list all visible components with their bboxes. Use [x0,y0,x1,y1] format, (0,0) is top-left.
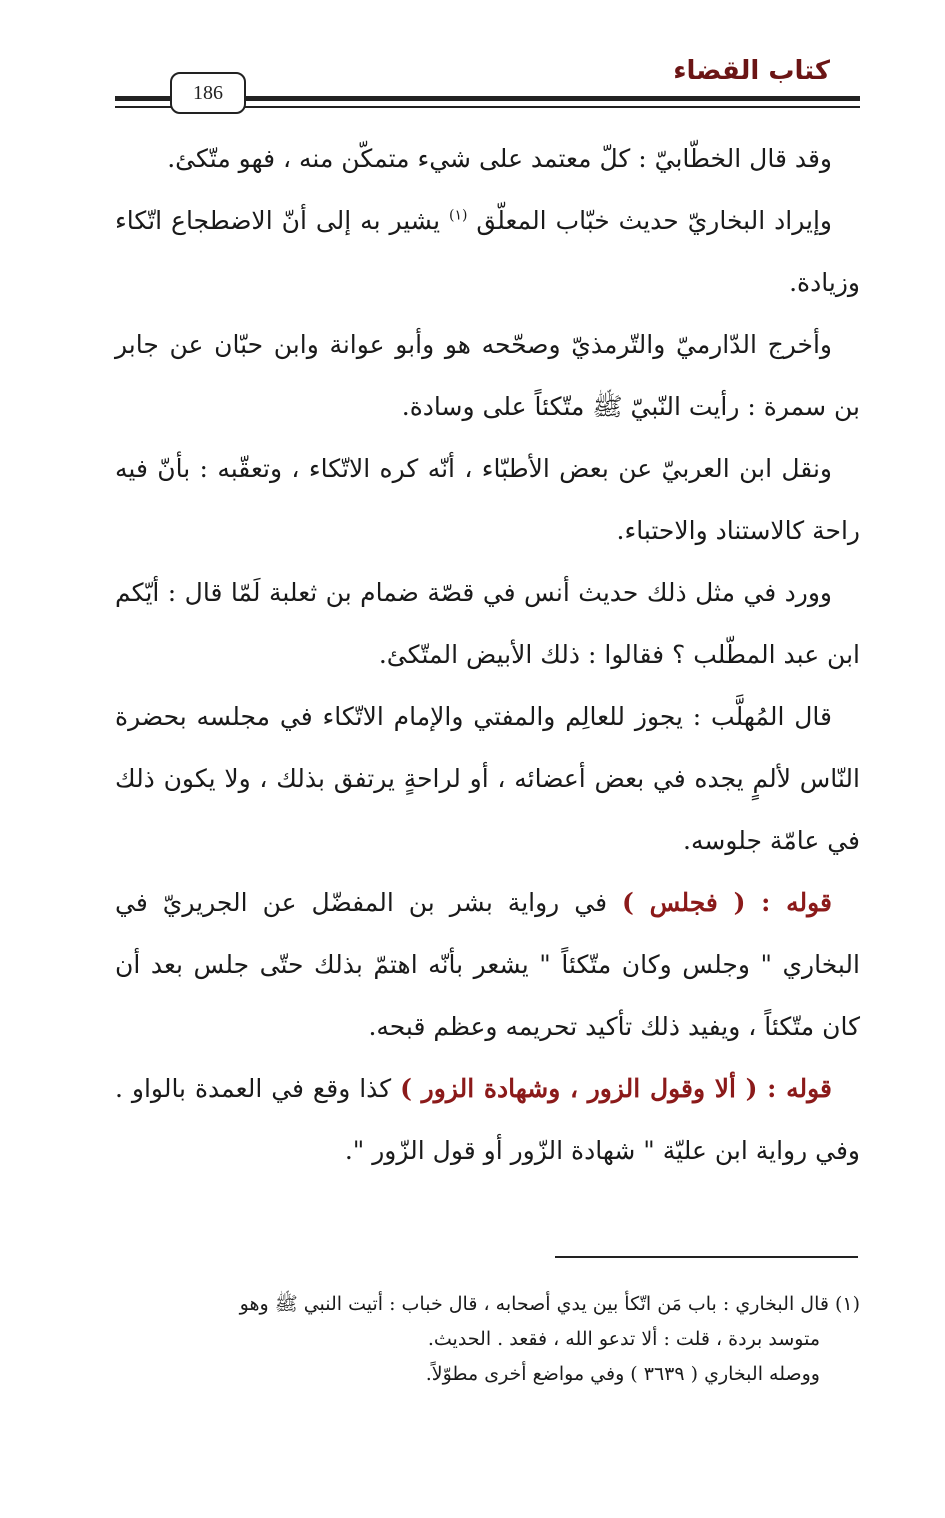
footnote-reference[interactable]: (١) [449,207,468,224]
paragraph [115,1058,860,1182]
footnote-number: (١) [834,1293,860,1315]
paragraph-text: وقد قال الخطّابيّ : كلّ معتمد على شيء متمكّن منه ، فهو متّكئ. [167,144,832,173]
footnote-text: متوسد بردة ، قلت : ألا تدعو الله ، فقعد . الحديث. [427,1328,820,1350]
paragraph-text: يشير به إلى أنّ الاضطجاع اتّكاء وزيادة. [115,206,860,297]
paragraph-text: وإيراد البخاريّ حديث خبّاب المعلّق [467,206,832,235]
paragraph [115,190,860,314]
book-title: كتاب القضاء [673,56,830,86]
paragraph-text: ونقل ابن العربيّ عن بعض الأطبّاء ، أنّه كره الاتّكاء ، وتعقّبه : بأنّ فيه راحة كالاستناد والاحتباء. [115,454,860,545]
paragraph-text: وورد في مثل ذلك حديث أنس في قصّة ضمام بن ثعلبة لَمّا قال : أيّكم ابن عبد المطّلب ؟ فقالوا : ذلك الأبيض المتّكئ. [115,578,860,669]
paragraph [115,686,860,872]
paragraph-text: وأخرج الدّارميّ والتّرمذيّ وصحّحه هو وأبو عوانة وابن حبّان عن جابر بن سمرة : رأيت النّبيّ ﷺ متّكئاً على وسادة. [115,330,860,421]
paragraph-text: قال المُهلَّب : يجوز للعالِم والمفتي والإمام الاتّكاء في مجلسه بحضرة النّاس لألمٍ يجده في بعض أعضائه ، أو لراحةٍ يرتفق بذلك ، ولا يكون ذلك في عامّة جلوسه. [115,702,860,855]
footnote-text: ووصله البخاري ( ٣٦٣٩ ) وفي مواضع أخرى مطوّلاً. [425,1363,820,1385]
footnotes [115,1287,860,1392]
footnote-line [115,1322,860,1357]
paragraph-text: كذا وقع في العمدة بالواو . وفي رواية ابن عليّة " شهادة الزّور أو قول الزّور ". [115,1074,860,1165]
page-header [0,0,945,130]
paragraph [115,314,860,438]
main-text [115,128,860,1182]
footnote-line [115,1357,860,1392]
commentary-label: قوله : ( فجلس ) [622,888,833,917]
footnote-text: قال البخاري : باب مَن اتّكأ بين يدي أصحابه ، قال خباب : أتيت النبي ﷺ وهو [239,1293,829,1315]
paragraph [115,872,860,1058]
footnote-line [115,1287,860,1322]
paragraph-text: في رواية بشر بن المفضّل عن الجريريّ في البخاري " وجلس وكان متّكئاً " يشعر بأنّه اهتمّ بذلك حتّى جلس بعد أن كان متّكئاً ، ويفيد ذلك تأكيد تحريمه وعظم قبحه. [115,888,860,1041]
footnote-separator [555,1256,858,1258]
page-number: 186 [170,72,246,114]
commentary-label: قوله : ( ألا وقول الزور ، وشهادة الزور ) [400,1074,832,1103]
paragraph [115,438,860,562]
paragraph [115,562,860,686]
paragraph [115,128,860,190]
